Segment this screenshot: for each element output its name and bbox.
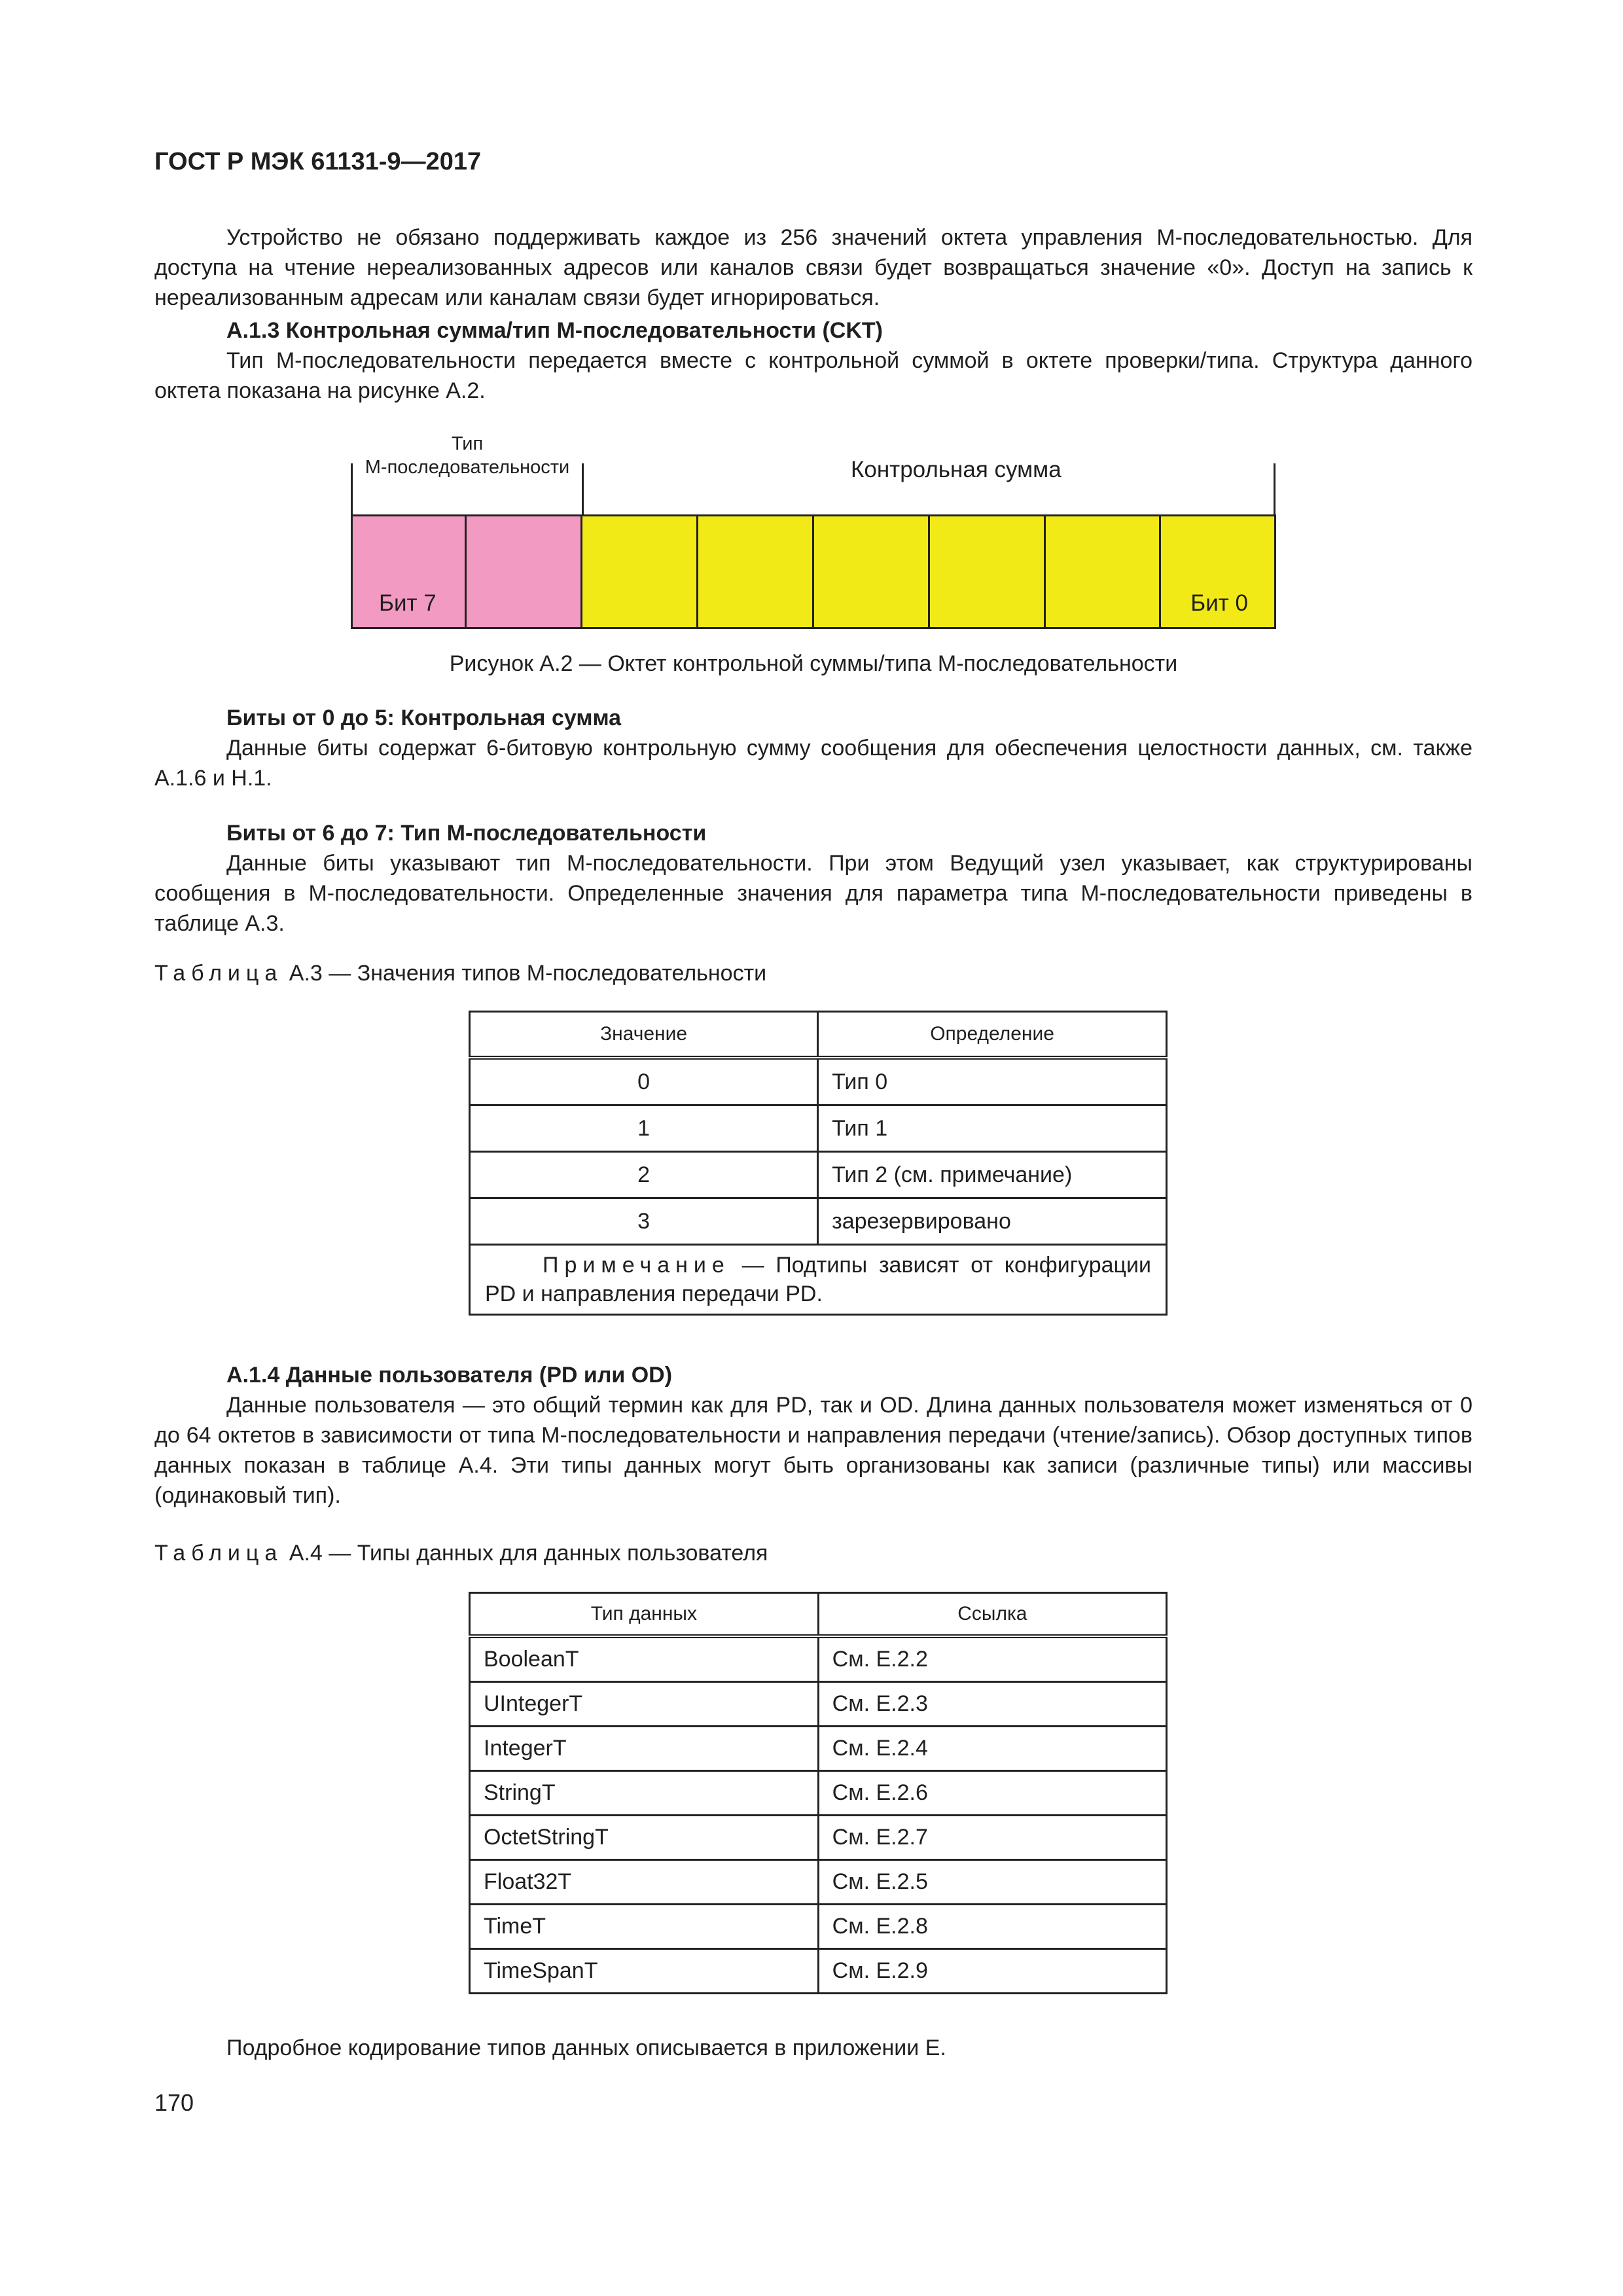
section-a14: [154, 1360, 1472, 1511]
bracket-left: [351, 463, 353, 516]
table-row: 2 Тип 2 (см. примечание): [470, 1152, 1167, 1198]
header-reference: Ссылка: [818, 1593, 1166, 1637]
bit-5-cell: [582, 514, 698, 629]
section-a13-text: Тип M-последовательности передается вместе с контрольной суммой в октете проверки/типа. Структура данного октета показана на рисунке А.2.: [154, 348, 1472, 403]
bit-3-cell: [814, 514, 930, 629]
bits-0-5-heading: Биты от 0 до 5: Контрольная сумма: [226, 706, 622, 730]
bits-6-7-heading: Биты от 6 до 7: Тип M-последовательности: [226, 821, 707, 846]
bits-0-5-section: [154, 703, 1472, 793]
bit-2-cell: [930, 514, 1046, 629]
table-row: 3 зарезервировано: [470, 1198, 1167, 1245]
bracket-right: [1274, 463, 1275, 516]
bit-0-cell: [1161, 514, 1276, 629]
bit-7-cell: [351, 514, 467, 629]
table-row: OctetStringT См. Е.2.7: [470, 1816, 1167, 1860]
bits-6-7-section: [154, 818, 1472, 939]
type-label: Тип M-последовательности: [365, 433, 570, 478]
table-row: StringT См. Е.2.6: [470, 1771, 1167, 1816]
bit-4-cell: [698, 514, 814, 629]
table-row: 0 Тип 0: [470, 1058, 1167, 1105]
table-row: TimeSpanT См. Е.2.9: [470, 1949, 1167, 1994]
bits-0-5-text: Данные биты содержат 6-битовую контрольную сумму сообщения для обеспечения целостности данных, см. также А.1.6 и Н.1.: [154, 736, 1472, 791]
section-a13-heading: А.1.3 Контрольная сумма/тип M-последовательности (CKT): [226, 318, 883, 343]
table-a4: [469, 1592, 1168, 1994]
table-note: Примечание — Подтипы зависят от конфигурации PD и направления передачи PD.: [470, 1245, 1167, 1315]
intro-paragraph: Устройство не обязано поддерживать каждое из 256 значений октета управления M-последовательностью. Для доступа на чтение нереализованных адресов или каналов связи будет возвращаться значение «0». Доступ на запись к нереализованным адресам или каналам связи будет игнорироваться.: [154, 225, 1472, 310]
table-a3: [469, 1011, 1168, 1316]
bit-1-cell: [1046, 514, 1161, 629]
header-value: Значение: [470, 1012, 818, 1058]
header-data-type: Тип данных: [470, 1593, 819, 1637]
table-header-row: [470, 1012, 1167, 1058]
document-header: ГОСТ Р МЭК 61131-9—2017: [154, 148, 482, 175]
table-a4-caption: Таблица А.4 — Типы данных для данных пользователя: [154, 1541, 768, 1566]
table-row: UIntegerT См. Е.2.3: [470, 1682, 1167, 1727]
table-note-row: [470, 1245, 1167, 1315]
page-number: 170: [154, 2089, 194, 2116]
table-row: 1 Тип 1: [470, 1105, 1167, 1152]
table-row: BooleanT См. Е.2.2: [470, 1636, 1167, 1682]
table-row: TimeT См. Е.2.8: [470, 1905, 1167, 1949]
footer-paragraph: Подробное кодирование типов данных описывается в приложении Е.: [226, 2036, 946, 2060]
checksum-label: Контрольная сумма: [851, 457, 1061, 482]
figure-caption: Рисунок А.2 — Октет контрольной суммы/типа M-последовательности: [449, 651, 1178, 676]
section-a14-text: Данные пользователя — это общий термин как для PD, так и OD. Длина данных пользователя может изменяться от 0 до 64 октетов в зависимости от типа M-последовательности и направления передачи (чтение/запись). Обзор доступных типов данных показан в таблице А.4. Эти типы данных могут быть организованы как записи (различные типы) или массивы (одинаковый тип).: [154, 1393, 1472, 1508]
section-a13: [154, 315, 1472, 406]
bit-0-label: Бит 0: [1190, 590, 1248, 616]
bracket-mid: [582, 463, 584, 516]
bit-7-label: Бит 7: [379, 590, 437, 616]
table-row: Float32T См. Е.2.5: [470, 1860, 1167, 1905]
bits-6-7-text: Данные биты указывают тип M-последовательности. При этом Ведущий узел указывает, как структурированы сообщения в M-последовательности. Определенные значения для параметра типа M-последовательности приведены в таблице А.3.: [154, 851, 1472, 936]
table-row: IntegerT См. Е.2.4: [470, 1727, 1167, 1771]
header-definition: Определение: [818, 1012, 1167, 1058]
table-header-row: [470, 1593, 1167, 1637]
table-a3-caption: Таблица А.3 — Значения типов M-последовательности: [154, 961, 767, 986]
section-a14-heading: А.1.4 Данные пользователя (PD или OD): [226, 1363, 673, 1388]
bit-6-cell: [467, 514, 582, 629]
